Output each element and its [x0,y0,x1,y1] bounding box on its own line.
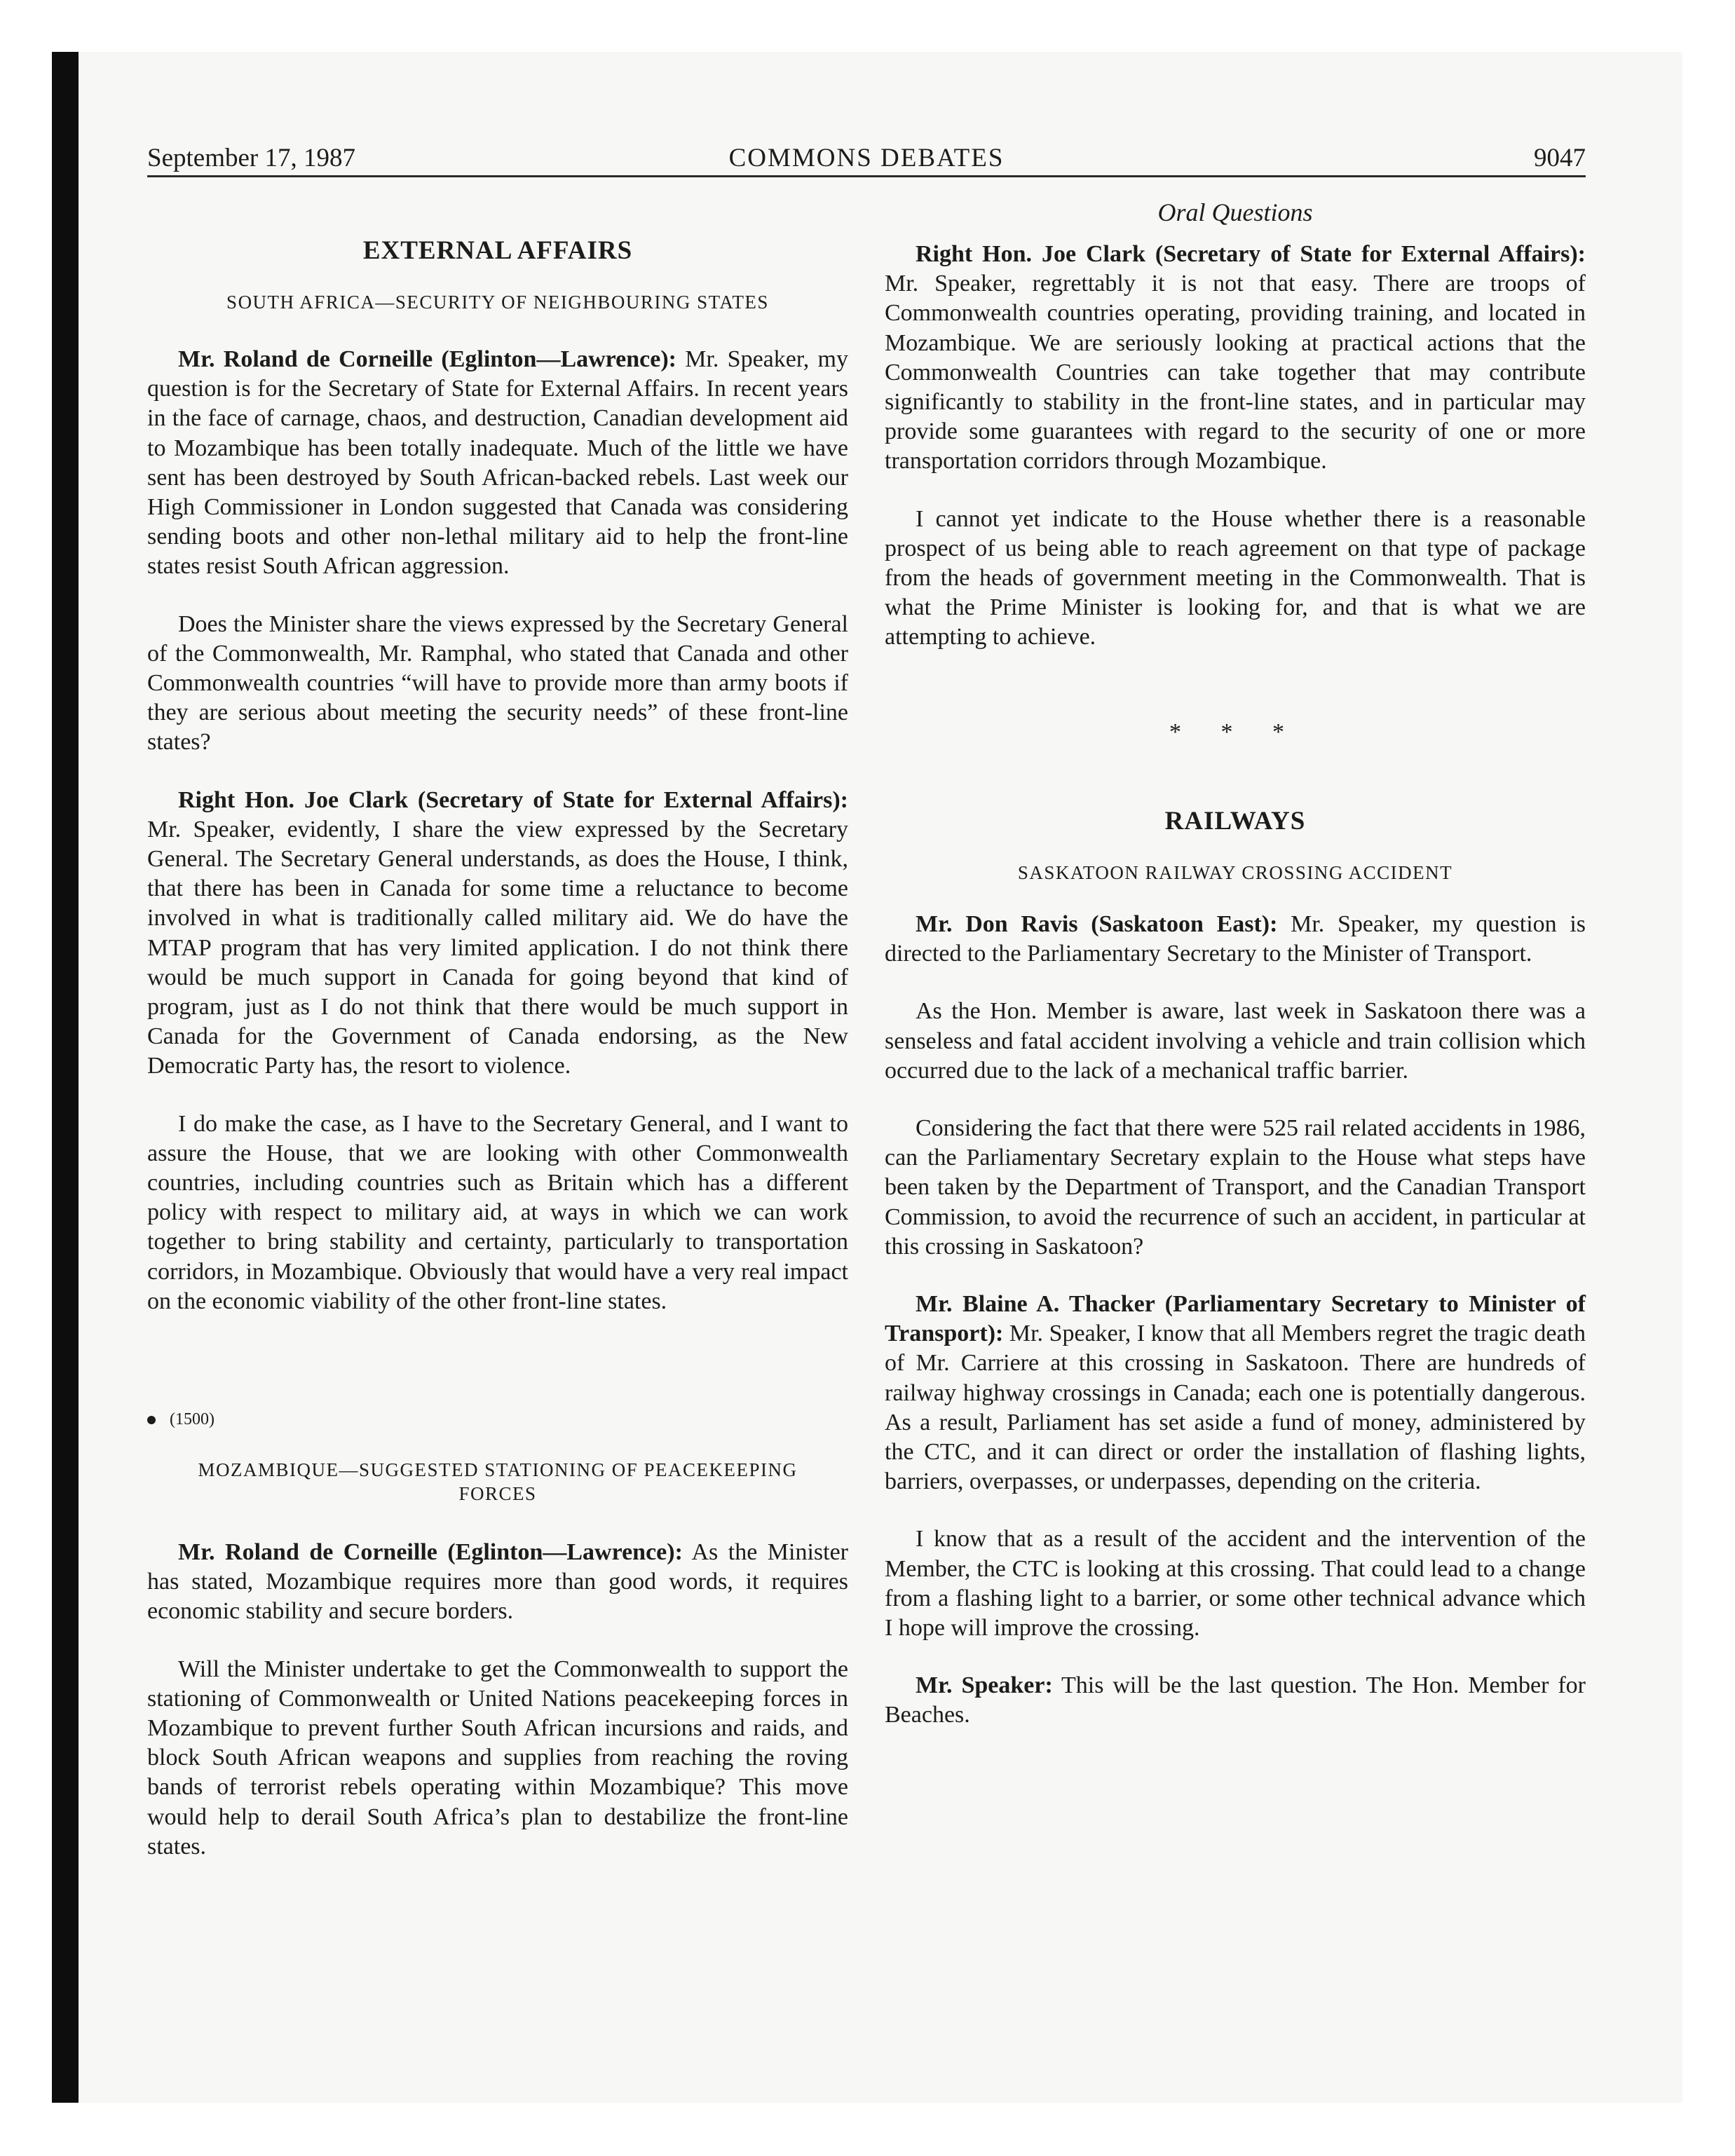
separator-stars: * * * [1169,719,1301,745]
speaker-name: Mr. Roland de Corneille (Eglinton—Lawrence): [178,346,676,372]
subsection-saskatoon: SASKATOON RAILWAY CROSSING ACCIDENT [1017,862,1453,883]
paragraph: Considering the fact that there were 525 rail related accidents in 1986, can the Parliamentary Secretary explain to the House what steps have been taken by the Department of Transport, and the Canadian Transport Commission, to avoid the recurrence of such an accident, in particular at this crossing in Saskatoon? [885,1115,1586,1260]
section-title-railways: RAILWAYS [1164,807,1306,835]
scan-border [52,52,79,2103]
speech-text: Mr. Speaker, my question is for the Secretary of State for External Affairs. In recent years in the face of carnage, chaos, and destruction, Canadian development aid to Mozambique has been totally inadequate. Much of the little we have sent has been destroyed by South African-backed rebels. Last week our High Commissioner in London suggested that Canada was considering sending boots and other non-lethal military aid to help the front-line states resist South African aggression. [147,346,848,580]
running-head: Oral Questions [1157,198,1313,226]
speech-text: As the Minister has stated, Mozambique requires more than good words, it requires economic stability and secure borders. [147,1539,848,1625]
speaker-name: Mr. Blaine A. Thacker (Parliamentary Secretary to Minister of Transport): [885,1291,1586,1347]
speech-text: Mr. Speaker, I know that all Members regret the tragic death of Mr. Carriere at this crossing in Saskatoon. There are hundreds of railway highway crossings in Canada; each one is potentially dangerous. As a result, Parliament has set aside a fund of money, administered by the CTC, and it can direct or order the installation of flashing lights, barriers, overpasses, or underpasses, depending on the criteria. [885,1321,1586,1495]
time-marker [147,1409,848,1430]
header-title: COMMONS DEBATES [728,144,1005,172]
section-title-external-affairs: EXTERNAL AFFAIRS [362,236,633,265]
paragraph [885,1290,1586,1496]
speaker-name: Right Hon. Joe Clark (Secretary of State for External Affairs): [178,786,848,813]
time-marker-text: (1500) [170,1410,215,1428]
speech-text: Mr. Speaker, my question is directed to the Parliamentary Secretary to the Minister of Transport. [885,911,1586,967]
paragraph: As the Hon. Member is aware, last week in Saskatoon there was a senseless and fatal accident involving a vehicle and train collision which occurred due to the lack of a mechanical traffic barrier. [885,998,1586,1084]
paragraph [885,1671,1586,1730]
speech-block-4 [885,910,1586,1731]
header-page-number: 9047 [1534,144,1586,172]
bullet-icon [147,1416,156,1424]
speaker-name: Mr. Roland de Corneille (Eglinton—Lawrence): [178,1539,683,1565]
speech-block-1 [147,345,848,1316]
speaker-name: Mr. Speaker: [916,1672,1053,1699]
paragraph: I cannot yet indicate to the House whether there is a reasonable prospect of us being able to reach agreement on that type of package from the heads of government meeting in the Commonwealth. That is what the Prime Minister is looking for, and that is what we are attempting to achieve. [885,505,1586,650]
subsection-south-africa: SOUTH AFRICA—SECURITY OF NEIGHBOURING STATES [226,292,769,313]
speech-text: Mr. Speaker, regrettably it is not that easy. There are troops of Commonwealth countries operating, providing training, and located in Mozambique. We are seriously looking at practical actions that the Commonwealth Countries can take together that may contribute significantly to stability in the front-line states, and in particular may provide some guarantees with regard to the security of one or more transportation corridors through Mozambique. [885,271,1586,475]
paragraph: Does the Minister share the views expressed by the Secretary General of the Commonwealth, Mr. Ramphal, who stated that Canada and other Commonwealth countries “will have to provide more than army boots if they are serious about meeting the security needs” of these front-line states? [147,610,848,756]
speech-text: Mr. Speaker, evidently, I share the view expressed by the Secretary General. The Secretary General understands, as does the House, I think, that there has been in Canada for some time a reluctance to become involved in what is traditionally called military aid. We do have the MTAP program that has very limited application. I do not think there would be much support in Canada for going beyond that kind of program, just as I do not think that there would be much support in Canada for the Government of Canada endorsing, as the New Democratic Party has, the resort to violence. [147,816,848,1079]
paragraph [147,345,848,582]
paragraph [885,910,1586,969]
paragraph: Will the Minister undertake to get the Commonwealth to support the stationing of Commonwealth or United Nations peacekeeping forces in Mozambique to prevent further South African incursions and raids, and block South African weapons and supplies from reaching the roving bands of terrorist rebels operating within Mozambique? This move would help to derail South Africa’s plan to destabilize the front-line states. [147,1656,848,1860]
subsection-mozambique: MOZAMBIQUE—SUGGESTED STATIONING OF PEACEKEEPING FORCES [198,1459,798,1504]
paragraph [147,1538,848,1627]
paragraph [885,240,1586,477]
paragraph [147,786,848,1082]
speech-block-2 [147,1538,848,1862]
speech-text: This will be the last question. The Hon. Member for Beaches. [885,1672,1586,1728]
speaker-name: Mr. Don Ravis (Saskatoon East): [916,911,1278,937]
page-header [147,142,1586,177]
paragraph: I know that as a result of the accident and the intervention of the Member, the CTC is looking at this crossing. That could lead to a change from a flashing light to a barrier, or some other technical advance which I hope will improve the crossing. [885,1526,1586,1642]
speaker-name: Right Hon. Joe Clark (Secretary of State for External Affairs): [916,241,1586,267]
header-date: September 17, 1987 [147,144,355,172]
speech-block-3 [885,240,1586,653]
paragraph: I do make the case, as I have to the Secretary General, and I want to assure the House, that we are looking with other Commonwealth countries, including countries such as Britain which has a different policy with respect to military aid, at ways in which we can work together to bring stability and certainty, particularly to transportation corridors, in Mozambique. Obviously that would have a very real impact on the economic viability of the other front-line states. [147,1110,848,1314]
